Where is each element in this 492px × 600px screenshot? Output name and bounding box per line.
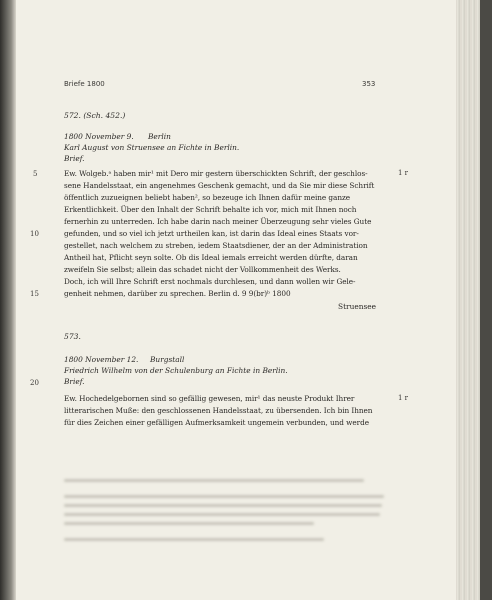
body-line: öffentlich zuzueignen beliebt haben², so bezeuge ich Ihnen dafür meine ganze: [64, 193, 351, 202]
letter-place: Berlin: [148, 132, 171, 141]
body-line: gefunden, und so viel ich jetzt urtheilen kan, ist darin das Ideal eines Staats vor-: [64, 229, 359, 238]
body-line: Doch, ich will Ihre Schrift erst nochmals durchlesen, und dann wollen wir Gele-: [64, 277, 356, 286]
margin-note: 1 r: [398, 394, 409, 402]
book-gutter-shadow: [0, 0, 16, 600]
page-number: 353: [362, 80, 376, 88]
body-line: zweifeln Sie selbst; allein das schadet nicht der Vollkommenheit des Werks.: [64, 265, 341, 274]
running-header: Briefe 1800: [64, 80, 105, 88]
letter-place: Burgstall: [150, 355, 185, 364]
letter-number: 572. (Sch. 452.): [64, 111, 126, 120]
footnote-line-blurred: [64, 479, 364, 482]
body-line: gestellet, nach welchem zu streben, iedem Staatsdiener, der an der Administration: [64, 241, 368, 250]
letter-type: Brief.: [64, 377, 85, 386]
letter-number: 573.: [64, 332, 81, 341]
body-line: sene Handelsstaat, ein angenehmes Geschenk gemacht, und da Sie mir diese Schrift: [64, 181, 375, 190]
line-number: 20: [30, 379, 39, 387]
book-cover-edge: [480, 0, 492, 600]
body-line: genheit nehmen, darüber zu sprechen. Berlin d. 9 9(br)ᵇ 1800: [64, 289, 291, 298]
body-line: Erkentlichkeit. Über den Inhalt der Schrift behalte ich vor, mich mit Ihnen noch: [64, 205, 357, 214]
line-number: 5: [33, 170, 38, 178]
footnote-line-blurred: [64, 495, 384, 498]
footnote-line-blurred: [64, 538, 324, 541]
body-line: Ew. Wolgeb.ᵃ haben mir¹ mit Dero mir gestern überschickten Schrift, der geschlos-: [64, 169, 368, 178]
margin-note: 1 r: [398, 169, 409, 177]
letter-type: Brief.: [64, 154, 85, 163]
letter-date: 1800 November 12.: [64, 355, 139, 364]
body-line: Antheil hat, Pflicht seyn solte. Ob dis Ideal iemals erreicht werden dürfte, daran: [64, 253, 358, 262]
line-number: 10: [30, 230, 39, 238]
page-stack-edge: [456, 0, 480, 600]
letter-sender: Karl August von Struensee an Fichte in Berlin.: [64, 143, 240, 152]
footnote-line-blurred: [64, 513, 380, 516]
body-line: für dies Zeichen einer gefälligen Aufmerksamkeit ungemein verbunden, und werde: [64, 418, 369, 427]
line-number: 15: [30, 290, 39, 298]
body-line: litterarischen Muße: den geschlossenen Handelsstaat, zu übersenden. Ich bin Ihnen: [64, 406, 373, 415]
footnote-line-blurred: [64, 504, 382, 507]
letter-sender: Friedrich Wilhelm von der Schulenburg an Fichte in Berlin.: [64, 366, 288, 375]
letter-date: 1800 November 9.: [64, 132, 134, 141]
footnote-line-blurred: [64, 522, 314, 525]
body-line: Ew. Hochedelgebornen sind so gefällig gewesen, mir¹ das neuste Produkt Ihrer: [64, 394, 355, 403]
book-page: [16, 0, 456, 600]
body-line: fernerhin zu unterreden. Ich habe darin nach meiner Überzeugung sehr vieles Gute: [64, 217, 372, 226]
signature: Struensee: [338, 302, 376, 311]
